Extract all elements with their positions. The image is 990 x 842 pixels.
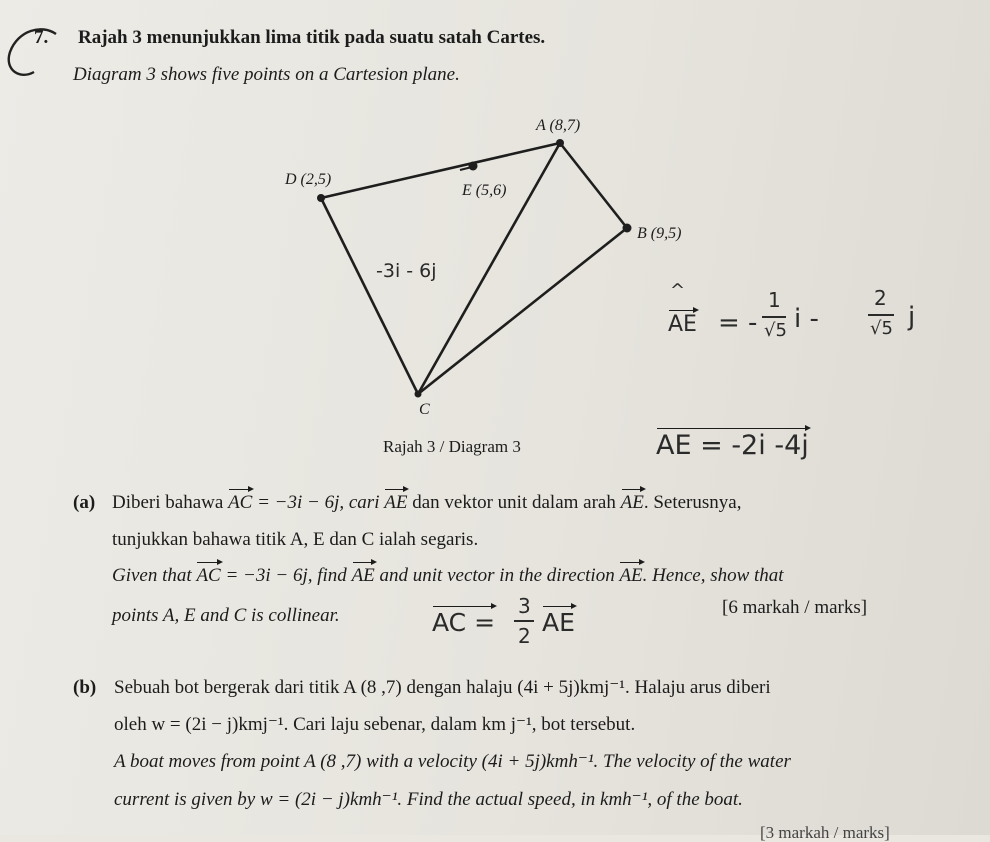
handwritten-unit-vector: [668, 280, 948, 358]
handwritten-ae-line: AE = -2i -4j: [656, 430, 809, 461]
segment-a-b: [560, 143, 627, 228]
hand-frac-bar-2: [868, 314, 894, 316]
hand-unit-eq: = -: [718, 308, 758, 338]
hand-unit-end: j: [908, 302, 916, 332]
question-number: 7.: [34, 27, 49, 48]
point-d: [317, 194, 325, 202]
segment-d-a: [321, 143, 560, 198]
question-title-en: Diagram 3 shows five points on a Cartesion plane.: [73, 64, 460, 85]
hand-unit-lhs: AE: [668, 312, 697, 337]
segment-b-c: [418, 228, 627, 394]
label-point-e: E (5,6): [462, 182, 507, 199]
hand-ac-rhs: AE: [542, 608, 575, 637]
hand-unit-den1: √5: [764, 320, 787, 341]
hand-unit-mid: i -: [794, 304, 819, 334]
part-a-label: (a): [73, 492, 96, 513]
part-b-label: (b): [73, 677, 97, 698]
part-a-ms-line2: tunjukkan bahawa titik A, E dan C ialah segaris.: [112, 529, 479, 550]
point-c: [415, 391, 422, 398]
hand-unit-den2: √5: [870, 318, 893, 339]
question-title-ms: Rajah 3 menunjukkan lima titik pada suatu satah Cartes.: [78, 27, 546, 48]
hand-unit-num1: 1: [768, 288, 781, 312]
part-b-ms-line1: Sebuah bot bergerak dari titik A (8 ,7) dengan halaju (4i + 5j)kmj⁻¹. Halaju arus diberi: [114, 677, 771, 698]
hand-ac-frac-bar: [514, 620, 534, 622]
part-a-ms-line1: Diberi bahawa AC = −3i − 6j, cari AE dan vektor unit dalam arah AE. Seterusnya,: [112, 492, 742, 513]
segment-c-d: [321, 198, 418, 394]
point-a: [556, 139, 564, 147]
diagram-caption: Rajah 3 / Diagram 3: [383, 437, 521, 456]
part-b-en-line1: A boat moves from point A (8 ,7) with a velocity (4i + 5j)kmh⁻¹. The velocity of the water: [114, 751, 791, 772]
hand-unit-num2: 2: [874, 286, 887, 310]
handwritten-ac-relation: [432, 596, 602, 666]
segment-c-a: [418, 143, 560, 394]
label-point-c: C: [419, 401, 430, 418]
part-a-en-line1: Given that AC = −3i − 6j, find AE and unit vector in the direction AE. Hence, show that: [112, 565, 784, 586]
hand-frac-bar-1: [762, 316, 786, 318]
hand-ac-num: 3: [518, 594, 531, 618]
hand-ac-den: 2: [518, 624, 531, 648]
part-b-en-line2: current is given by w = (2i − j)kmh⁻¹. Find the actual speed, in kmh⁻¹, of the boat.: [114, 789, 743, 810]
hand-ac-lhs: AC =: [432, 608, 496, 637]
label-point-b: B (9,5): [637, 225, 682, 242]
label-point-d: D (2,5): [285, 171, 332, 188]
point-b: [623, 224, 632, 233]
part-b-marks: [3 markah / marks]: [760, 823, 890, 842]
handwritten-ac-note: -3i - 6j: [376, 260, 437, 282]
label-point-a: A (8,7): [536, 117, 581, 134]
part-b-ms-line2: oleh w = (2i − j)kmj⁻¹. Cari laju sebenar, dalam km j⁻¹, bot tersebut.: [114, 714, 636, 735]
point-e: [469, 162, 478, 171]
hat-mark: ^: [670, 280, 686, 301]
part-a-marks: [6 markah / marks]: [722, 597, 868, 618]
part-a-en-line2: points A, E and C is collinear.: [112, 605, 340, 626]
